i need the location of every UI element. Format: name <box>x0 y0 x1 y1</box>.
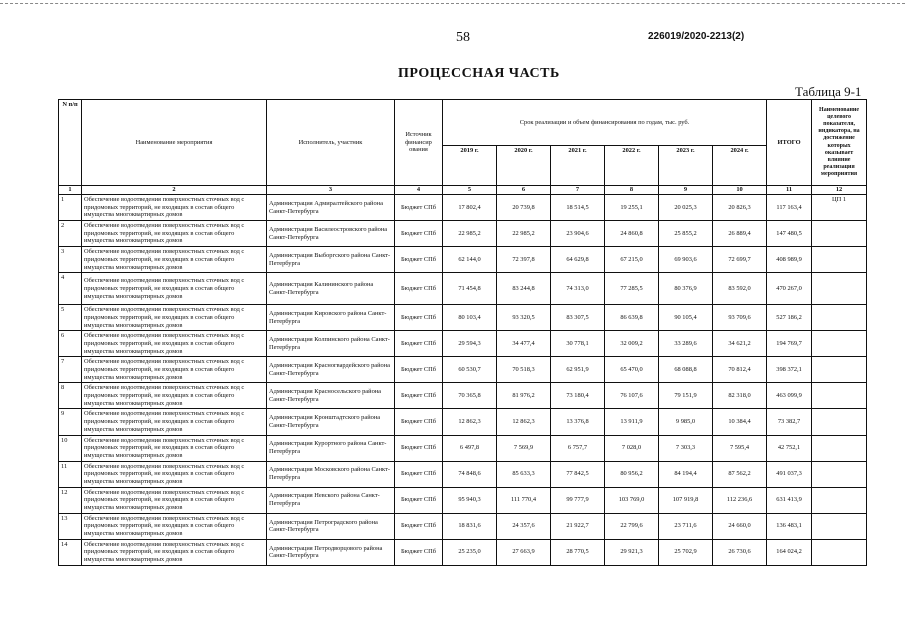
table-label: Таблица 9-1 <box>795 84 862 99</box>
table-row <box>59 331 867 357</box>
executor-cell: Администрация Красносельского района Санкт-Петербурга <box>267 383 395 409</box>
indicator-cell <box>812 513 867 539</box>
header-executor: Исполнитель, участник <box>267 100 395 186</box>
year-value-cell: 95 940,3 <box>443 487 497 513</box>
year-value-cell: 12 862,3 <box>443 409 497 435</box>
header-year: 2020 г. <box>497 146 551 186</box>
source-cell: Бюджет СПб <box>395 513 443 539</box>
year-value-cell: 80 956,2 <box>605 461 659 487</box>
header-year: 2024 г. <box>713 146 767 186</box>
year-value-cell: 67 215,0 <box>605 247 659 273</box>
executor-cell: Администрация Петродворцового района Санкт-Петербурга <box>267 539 395 565</box>
year-value-cell: 93 709,6 <box>713 305 767 331</box>
indicator-cell <box>812 383 867 409</box>
year-value-cell: 84 194,4 <box>659 461 713 487</box>
total-cell: 136 483,1 <box>767 513 812 539</box>
year-value-cell: 111 770,4 <box>497 487 551 513</box>
page-number: 58 <box>456 30 470 45</box>
year-value-cell: 64 629,8 <box>551 247 605 273</box>
executor-cell: Администрация Адмиралтейского района Санкт-Петербурга <box>267 195 395 221</box>
col-number: 11 <box>767 186 812 195</box>
year-value-cell: 22 985,2 <box>497 221 551 247</box>
total-cell: 470 267,0 <box>767 273 812 305</box>
year-value-cell: 72 397,8 <box>497 247 551 273</box>
executor-cell: Администрация Кронштадтского района Санкт-Петербурга <box>267 409 395 435</box>
year-value-cell: 20 826,3 <box>713 195 767 221</box>
executor-cell: Администрация Московского района Санкт-Петербурга <box>267 461 395 487</box>
year-value-cell: 13 911,9 <box>605 409 659 435</box>
year-value-cell: 29 921,3 <box>605 539 659 565</box>
table-row <box>59 247 867 273</box>
event-cell: Обеспечение водоотведения поверхностных сточных вод с придомовых территорий, не входящих в состав общего имущества многоквартирных домов <box>82 435 267 461</box>
year-value-cell: 33 289,6 <box>659 331 713 357</box>
total-cell: 398 372,1 <box>767 357 812 383</box>
year-value-cell: 79 151,9 <box>659 383 713 409</box>
year-value-cell: 80 103,4 <box>443 305 497 331</box>
col-number: 12 <box>812 186 867 195</box>
year-value-cell: 7 569,9 <box>497 435 551 461</box>
year-value-cell: 21 922,7 <box>551 513 605 539</box>
year-value-cell: 83 307,5 <box>551 305 605 331</box>
year-value-cell: 83 592,0 <box>713 273 767 305</box>
year-value-cell: 70 812,4 <box>713 357 767 383</box>
col-number: 4 <box>395 186 443 195</box>
year-value-cell: 6 497,8 <box>443 435 497 461</box>
year-value-cell: 62 144,0 <box>443 247 497 273</box>
year-value-cell: 25 235,0 <box>443 539 497 565</box>
year-value-cell: 28 770,5 <box>551 539 605 565</box>
event-cell: Обеспечение водоотведения поверхностных сточных вод с придомовых территорий, не входящих в состав общего имущества многоквартирных домов <box>82 331 267 357</box>
table-row <box>59 357 867 383</box>
executor-cell: Администрация Кировского района Санкт-Петербурга <box>267 305 395 331</box>
year-value-cell: 13 376,8 <box>551 409 605 435</box>
row-number: 7 <box>59 357 82 383</box>
indicator-cell <box>812 461 867 487</box>
source-cell: Бюджет СПб <box>395 461 443 487</box>
header-source: Источник финансир ования <box>395 100 443 186</box>
year-value-cell: 74 848,6 <box>443 461 497 487</box>
source-cell: Бюджет СПб <box>395 539 443 565</box>
source-cell: Бюджет СПб <box>395 409 443 435</box>
event-cell: Обеспечение водоотведения поверхностных сточных вод с придомовых территорий, не входящих в состав общего имущества многоквартирных домов <box>82 273 267 305</box>
row-number: 8 <box>59 383 82 409</box>
year-value-cell: 107 919,8 <box>659 487 713 513</box>
year-value-cell: 25 855,2 <box>659 221 713 247</box>
row-number: 10 <box>59 435 82 461</box>
year-value-cell: 12 862,3 <box>497 409 551 435</box>
col-number: 1 <box>59 186 82 195</box>
row-number: 13 <box>59 513 82 539</box>
source-cell: Бюджет СПб <box>395 273 443 305</box>
source-cell: Бюджет СПб <box>395 487 443 513</box>
indicator-cell <box>812 435 867 461</box>
total-cell: 164 024,2 <box>767 539 812 565</box>
table-row <box>59 539 867 565</box>
row-number: 12 <box>59 487 82 513</box>
document-id: 226019/2020-2213(2) <box>648 31 745 42</box>
col-number: 9 <box>659 186 713 195</box>
event-cell: Обеспечение водоотведения поверхностных сточных вод с придомовых территорий, не входящих в состав общего имущества многоквартирных домов <box>82 487 267 513</box>
year-value-cell: 112 236,6 <box>713 487 767 513</box>
year-value-cell: 30 778,1 <box>551 331 605 357</box>
total-cell: 463 099,9 <box>767 383 812 409</box>
event-cell: Обеспечение водоотведения поверхностных сточных вод с придомовых территорий, не входящих в состав общего имущества многоквартирных домов <box>82 195 267 221</box>
total-cell: 73 382,7 <box>767 409 812 435</box>
source-cell: Бюджет СПб <box>395 435 443 461</box>
source-cell: Бюджет СПб <box>395 195 443 221</box>
executor-cell: Администрация Петроградского района Санкт-Петербурга <box>267 513 395 539</box>
year-value-cell: 60 530,7 <box>443 357 497 383</box>
table-body <box>59 195 867 566</box>
header-total: ИТОГО <box>767 100 812 186</box>
source-cell: Бюджет СПб <box>395 247 443 273</box>
event-cell: Обеспечение водоотведения поверхностных сточных вод с придомовых территорий, не входящих в состав общего имущества многоквартирных домов <box>82 513 267 539</box>
year-value-cell: 17 802,4 <box>443 195 497 221</box>
year-value-cell: 93 320,5 <box>497 305 551 331</box>
total-cell: 408 989,9 <box>767 247 812 273</box>
executor-cell: Администрация Выборгского района Санкт-Петербурга <box>267 247 395 273</box>
year-value-cell: 24 660,0 <box>713 513 767 539</box>
table-row <box>59 195 867 221</box>
col-number: 6 <box>497 186 551 195</box>
total-cell: 147 480,5 <box>767 221 812 247</box>
year-value-cell: 26 730,6 <box>713 539 767 565</box>
event-cell: Обеспечение водоотведения поверхностных сточных вод с придомовых территорий, не входящих в состав общего имущества многоквартирных домов <box>82 247 267 273</box>
executor-cell: Администрация Калининского района Санкт-Петербурга <box>267 273 395 305</box>
year-value-cell: 25 702,9 <box>659 539 713 565</box>
year-value-cell: 86 639,8 <box>605 305 659 331</box>
table-row <box>59 221 867 247</box>
indicator-cell <box>812 273 867 305</box>
financing-table <box>58 99 867 566</box>
header-year: 2022 г. <box>605 146 659 186</box>
year-value-cell: 99 777,9 <box>551 487 605 513</box>
col-number: 3 <box>267 186 395 195</box>
year-value-cell: 83 244,8 <box>497 273 551 305</box>
year-value-cell: 74 313,0 <box>551 273 605 305</box>
year-value-cell: 69 903,6 <box>659 247 713 273</box>
indicator-cell <box>812 409 867 435</box>
year-value-cell: 73 180,4 <box>551 383 605 409</box>
event-cell: Обеспечение водоотведения поверхностных сточных вод с придомовых территорий, не входящих в состав общего имущества многоквартирных домов <box>82 357 267 383</box>
year-value-cell: 22 985,2 <box>443 221 497 247</box>
row-number: 1 <box>59 195 82 221</box>
source-cell: Бюджет СПб <box>395 331 443 357</box>
table-row <box>59 487 867 513</box>
row-number: 2 <box>59 221 82 247</box>
row-number: 4 <box>59 273 82 305</box>
year-value-cell: 20 739,8 <box>497 195 551 221</box>
year-value-cell: 72 699,7 <box>713 247 767 273</box>
year-value-cell: 85 633,3 <box>497 461 551 487</box>
year-value-cell: 80 376,9 <box>659 273 713 305</box>
year-value-cell: 76 107,6 <box>605 383 659 409</box>
table-row <box>59 273 867 305</box>
event-cell: Обеспечение водоотведения поверхностных сточных вод с придомовых территорий, не входящих в состав общего имущества многоквартирных домов <box>82 539 267 565</box>
year-value-cell: 6 757,7 <box>551 435 605 461</box>
row-number: 11 <box>59 461 82 487</box>
year-value-cell: 32 009,2 <box>605 331 659 357</box>
row-number: 3 <box>59 247 82 273</box>
event-cell: Обеспечение водоотведения поверхностных сточных вод с придомовых территорий, не входящих в состав общего имущества многоквартирных домов <box>82 409 267 435</box>
executor-cell: Администрация Колпинского района Санкт-Петербурга <box>267 331 395 357</box>
year-value-cell: 26 889,4 <box>713 221 767 247</box>
year-value-cell: 103 769,0 <box>605 487 659 513</box>
table-row <box>59 461 867 487</box>
executor-cell: Администрация Курортного района Санкт-Петербурга <box>267 435 395 461</box>
year-value-cell: 70 365,8 <box>443 383 497 409</box>
row-number: 6 <box>59 331 82 357</box>
source-cell: Бюджет СПб <box>395 383 443 409</box>
table-row <box>59 409 867 435</box>
source-cell: Бюджет СПб <box>395 357 443 383</box>
source-cell: Бюджет СПб <box>395 221 443 247</box>
total-cell: 42 752,1 <box>767 435 812 461</box>
year-value-cell: 82 318,0 <box>713 383 767 409</box>
indicator-cell <box>812 487 867 513</box>
year-value-cell: 23 711,6 <box>659 513 713 539</box>
indicator-cell <box>812 539 867 565</box>
source-cell: Бюджет СПб <box>395 305 443 331</box>
year-value-cell: 19 255,1 <box>605 195 659 221</box>
table-row <box>59 513 867 539</box>
year-value-cell: 24 357,6 <box>497 513 551 539</box>
top-scan-line <box>0 3 905 4</box>
event-cell: Обеспечение водоотведения поверхностных сточных вод с придомовых территорий, не входящих в состав общего имущества многоквартирных домов <box>82 305 267 331</box>
event-cell: Обеспечение водоотведения поверхностных сточных вод с придомовых территорий, не входящих в состав общего имущества многоквартирных домов <box>82 221 267 247</box>
section-title: ПРОЦЕССНАЯ ЧАСТЬ <box>398 66 560 81</box>
indicator-cell <box>812 221 867 247</box>
total-cell: 194 769,7 <box>767 331 812 357</box>
col-number: 8 <box>605 186 659 195</box>
year-value-cell: 27 663,9 <box>497 539 551 565</box>
table-row <box>59 305 867 331</box>
header-year: 2019 г. <box>443 146 497 186</box>
header-num: N п/п <box>59 100 82 186</box>
executor-cell: Администрация Невского района Санкт-Петербурга <box>267 487 395 513</box>
year-value-cell: 10 384,4 <box>713 409 767 435</box>
total-cell: 527 186,2 <box>767 305 812 331</box>
year-value-cell: 81 976,2 <box>497 383 551 409</box>
year-value-cell: 7 303,3 <box>659 435 713 461</box>
col-number: 7 <box>551 186 605 195</box>
header-period: Срок реализации и объем финансирования по годам, тыс. руб. <box>443 100 767 146</box>
table-row <box>59 435 867 461</box>
row-number: 14 <box>59 539 82 565</box>
indicator-cell <box>812 247 867 273</box>
executor-cell: Администрация Красногвардейского района Санкт-Петербурга <box>267 357 395 383</box>
event-cell: Обеспечение водоотведения поверхностных сточных вод с придомовых территорий, не входящих в состав общего имущества многоквартирных домов <box>82 461 267 487</box>
year-value-cell: 20 025,3 <box>659 195 713 221</box>
year-value-cell: 71 454,8 <box>443 273 497 305</box>
year-value-cell: 18 831,6 <box>443 513 497 539</box>
indicator-cell: ЦП 1 <box>812 195 867 221</box>
header-year: 2021 г. <box>551 146 605 186</box>
event-cell: Обеспечение водоотведения поверхностных сточных вод с придомовых территорий, не входящих в состав общего имущества многоквартирных домов <box>82 383 267 409</box>
year-value-cell: 90 105,4 <box>659 305 713 331</box>
col-number: 10 <box>713 186 767 195</box>
row-number: 9 <box>59 409 82 435</box>
year-value-cell: 23 904,6 <box>551 221 605 247</box>
year-value-cell: 24 860,8 <box>605 221 659 247</box>
year-value-cell: 77 285,5 <box>605 273 659 305</box>
row-number: 5 <box>59 305 82 331</box>
header-year: 2023 г. <box>659 146 713 186</box>
year-value-cell: 70 518,3 <box>497 357 551 383</box>
total-cell: 117 163,4 <box>767 195 812 221</box>
total-cell: 491 037,3 <box>767 461 812 487</box>
year-value-cell: 65 470,0 <box>605 357 659 383</box>
year-value-cell: 68 088,8 <box>659 357 713 383</box>
header-name: Наименование мероприятия <box>82 100 267 186</box>
year-value-cell: 62 951,9 <box>551 357 605 383</box>
year-value-cell: 7 028,0 <box>605 435 659 461</box>
indicator-cell <box>812 331 867 357</box>
year-value-cell: 34 477,4 <box>497 331 551 357</box>
indicator-cell <box>812 357 867 383</box>
col-number: 5 <box>443 186 497 195</box>
table-row <box>59 383 867 409</box>
total-cell: 631 413,9 <box>767 487 812 513</box>
header-indicator: Наименование целевого показателя, индикатора, на достижение которых оказывает влияние реализация мероприятия <box>812 100 867 186</box>
year-value-cell: 77 842,5 <box>551 461 605 487</box>
indicator-cell <box>812 305 867 331</box>
year-value-cell: 29 594,3 <box>443 331 497 357</box>
year-value-cell: 18 514,5 <box>551 195 605 221</box>
col-number: 2 <box>82 186 267 195</box>
year-value-cell: 87 562,2 <box>713 461 767 487</box>
year-value-cell: 22 799,6 <box>605 513 659 539</box>
year-value-cell: 34 621,2 <box>713 331 767 357</box>
year-value-cell: 7 595,4 <box>713 435 767 461</box>
year-value-cell: 9 985,0 <box>659 409 713 435</box>
executor-cell: Администрация Василеостровского района Санкт-Петербурга <box>267 221 395 247</box>
